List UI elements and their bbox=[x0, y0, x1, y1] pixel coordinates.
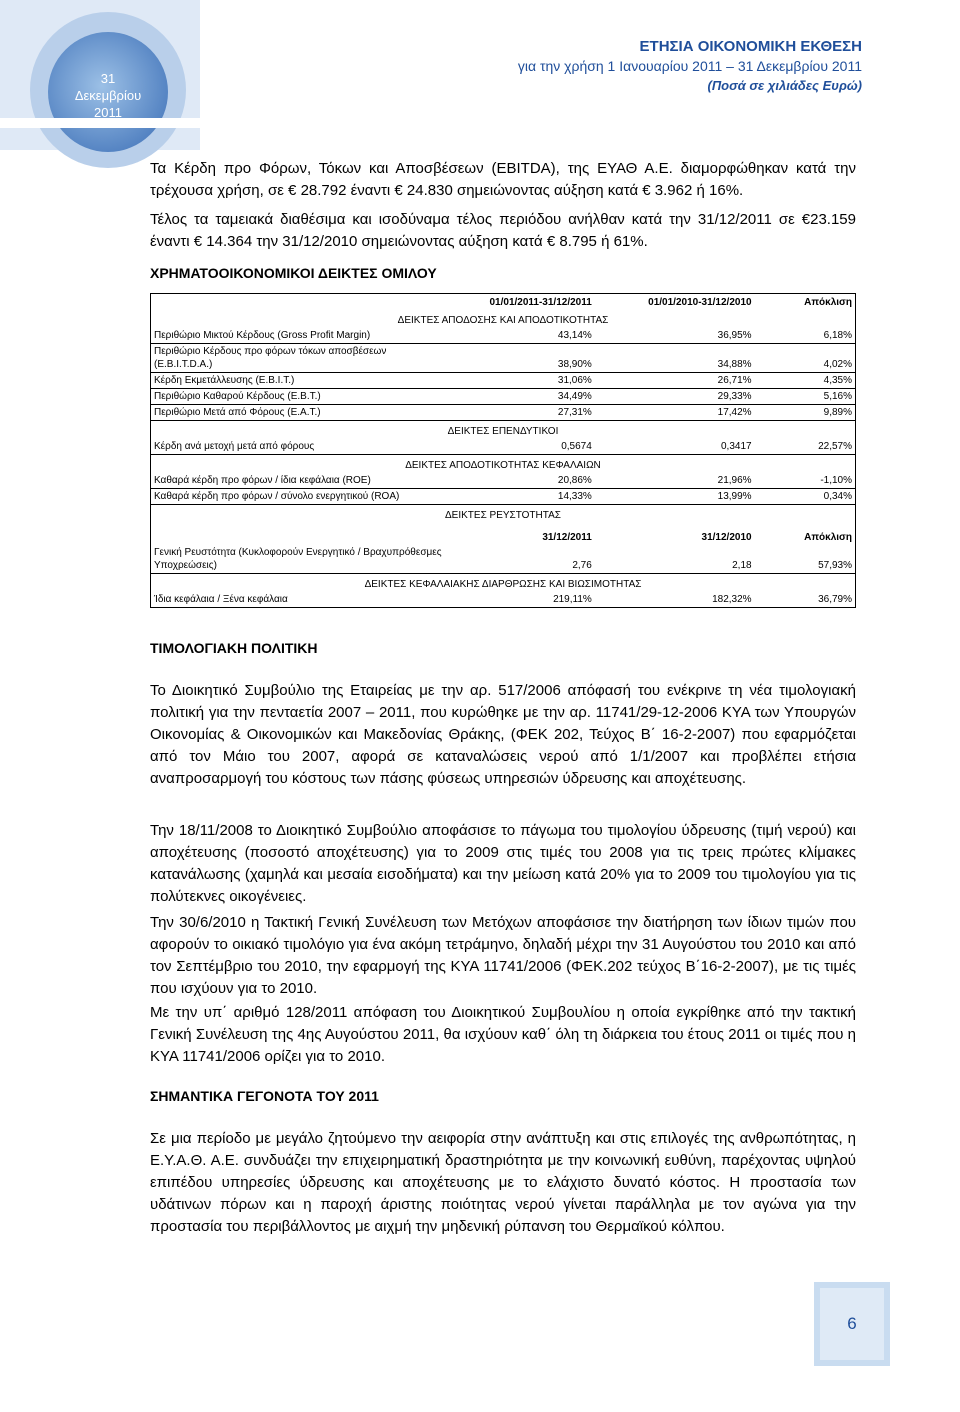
table-header-row bbox=[151, 294, 856, 311]
row-label: Καθαρά κέρδη προ φόρων / σύνολο ενεργητικού (ROA) bbox=[151, 489, 451, 505]
value-2011: 31,06% bbox=[450, 373, 595, 389]
emblem-day: 31 bbox=[100, 71, 116, 86]
row-label: Περιθώριο Κέρδους προ φόρων τόκων αποσβέσεων (E.B.I.T.D.A.) bbox=[151, 344, 451, 373]
table-row bbox=[151, 389, 856, 405]
value-2011: 2,76 bbox=[450, 545, 595, 574]
table-row bbox=[151, 439, 856, 455]
value-2010: 17,42% bbox=[595, 405, 755, 421]
value-2010: 2,18 bbox=[595, 545, 755, 574]
table-row bbox=[151, 473, 856, 489]
value-diff: 57,93% bbox=[755, 545, 856, 574]
report-unit: (Ποσά σε χιλιάδες Ευρώ) bbox=[707, 78, 862, 93]
table-header-cell bbox=[151, 523, 451, 545]
value-2011: 219,11% bbox=[450, 592, 595, 608]
page-number: 6 bbox=[847, 1314, 857, 1333]
pricing-heading: ΤΙΜΟΛΟΓΙΑΚΗ ΠΟΛΙΤΙΚΗ bbox=[150, 640, 318, 656]
table-row bbox=[151, 545, 856, 574]
table-row bbox=[151, 592, 856, 608]
row-label: Γενική Ρευστότητα (Κυκλοφορούν Ενεργητικό / Βραχυπρόθεσμες Υποχρεώσεις) bbox=[151, 545, 451, 574]
value-diff: 9,89% bbox=[755, 405, 856, 421]
row-label: Ίδια κεφάλαια / Ξένα κεφάλαια bbox=[151, 592, 451, 608]
emblem-month: Δεκεμβρίου bbox=[74, 88, 142, 103]
intro-paragraph-cash: Τέλος τα ταμειακά διαθέσιμα και ισοδύναμα τέλος περιόδου ανήλθαν κατά την 31/12/2011 σε €23.159 έναντι € 14.364 την 31/12/2010 σημειώνοντας αύξηση κατά € 8.795 ή 61%. bbox=[150, 211, 856, 250]
value-2011: 43,14% bbox=[450, 328, 595, 344]
table-header-cell: Απόκλιση bbox=[804, 297, 852, 308]
value-diff: 4,02% bbox=[755, 344, 856, 373]
table-header-cell: Απόκλιση bbox=[804, 532, 852, 543]
value-diff: 5,16% bbox=[755, 389, 856, 405]
value-diff: 22,57% bbox=[755, 439, 856, 455]
table-header-cell: 01/01/2010-31/12/2010 bbox=[648, 297, 752, 308]
row-label: Περιθώριο Καθαρού Κέρδους (E.B.T.) bbox=[151, 389, 451, 405]
row-label: Κέρδη ανά μετοχή μετά από φόρους bbox=[151, 439, 451, 455]
section-title: ΔΕΙΚΤΕΣ ΑΠΟΔΟΤΙΚΟΤΗΤΑΣ ΚΕΦΑΛΑΙΩΝ bbox=[405, 460, 601, 471]
row-label: Περιθώριο Μικτού Κέρδους (Gross Profit Margin) bbox=[151, 328, 451, 344]
value-2011: 20,86% bbox=[450, 473, 595, 489]
emblem-year: 2011 bbox=[94, 105, 122, 120]
table-row bbox=[151, 405, 856, 421]
value-2010: 36,95% bbox=[595, 328, 755, 344]
row-label: Περιθώριο Μετά από Φόρους (E.A.T.) bbox=[151, 405, 451, 421]
table-row bbox=[151, 328, 856, 344]
section-title: ΔΕΙΚΤΕΣ ΡΕΥΣΤΟΤΗΤΑΣ bbox=[445, 510, 561, 521]
value-diff: 0,34% bbox=[755, 489, 856, 505]
section-title: ΔΕΙΚΤΕΣ ΕΠΕΝΔΥΤΙΚΟΙ bbox=[447, 426, 559, 437]
pricing-paragraph-4: Με την υπ΄ αριθμό 128/2011 απόφαση του Διοικητικού Συμβουλίου η οποία εγκρίθηκε από την τακτική Γενική Συνέλευση της 4ης Αυγούστου 2011, θα ισχύουν καθ΄ όλη τη διάρκεια του έτους 2011 οι τιμές που η ΚΥΑ 11741/2006 ορίζει για το 2010. bbox=[150, 1004, 856, 1065]
table-row bbox=[151, 373, 856, 389]
value-2010: 13,99% bbox=[595, 489, 755, 505]
value-diff: 36,79% bbox=[755, 592, 856, 608]
liquidity-header-row bbox=[151, 523, 856, 545]
report-period: για την χρήση 1 Ιανουαρίου 2011 – 31 Δεκεμβρίου 2011 bbox=[517, 58, 862, 74]
value-diff: 4,35% bbox=[755, 373, 856, 389]
financial-ratios-table bbox=[150, 293, 856, 608]
value-2011: 34,49% bbox=[450, 389, 595, 405]
table-header-cell bbox=[151, 294, 451, 311]
table-header-cell: 31/12/2010 bbox=[701, 532, 752, 543]
report-title: ΕΤΗΣΙΑ ΟΙΚΟΝΟΜΙΚΗ ΕΚΘΕΣΗ bbox=[639, 38, 862, 55]
table-row bbox=[151, 344, 856, 373]
value-2010: 21,96% bbox=[595, 473, 755, 489]
value-2011: 14,33% bbox=[450, 489, 595, 505]
value-2010: 182,32% bbox=[595, 592, 755, 608]
value-2011: 0,5674 bbox=[450, 439, 595, 455]
value-2010: 26,71% bbox=[595, 373, 755, 389]
table-header-cell: 01/01/2011-31/12/2011 bbox=[489, 297, 592, 308]
value-2011: 38,90% bbox=[450, 344, 595, 373]
intro-paragraph-ebitda: Τα Κέρδη προ Φόρων, Τόκων και Αποσβέσεων (EBITDA), της ΕΥΑΘ Α.Ε. διαμορφώθηκαν κατά την τρέχουσα χρήση, σε € 28.792 έναντι € 24.830 σημειώνοντας αύξηση κατά € 3.962 ή 16%. bbox=[150, 160, 856, 199]
pricing-paragraph-3: Την 30/6/2010 η Τακτική Γενική Συνέλευση των Μετόχων αποφάσισε την διατήρηση των ίδιων τιμών που αφορούν το οικιακό τιμολόγιο για ένα ακόμη τετράμηνο, δηλαδή μέχρι την 31 Αυγούστου του 2010 και από τον Σεπτέμβριο του 2010, την εφαρμογή της ΚΥΑ 11741/2006 (ΦΕΚ.202 τεύχος Β΄16-2-2007), με τις τιμές που ισχύουν για το 2010. bbox=[150, 914, 856, 997]
events-paragraph: Σε μια περίοδο με μεγάλο ζητούμενο την αειφορία στην ανάπτυξη και στις επιλογές της ανθρωπότητας, η Ε.Υ.Α.Θ. Α.Ε. συνδυάζει την επιχειρηματική δραστηριότητα με την κοινωνική ευθύνη, παρέχοντας υψηλού επιπέδου υπηρεσίες ύδρευσης και αποχέτευσης με το ελάχιστο δυνατό κόστος. Η προστασία των υδάτινων πόρων και η παροχή άριστης ποιότητας νερού γίνεται παράλληλα με τον αγώνα για την προστασία του περιβάλλοντος με αιχμή την μηδενική ρύπανση του Θερμαϊκού κόλπου. bbox=[150, 1130, 856, 1235]
value-diff: 6,18% bbox=[755, 328, 856, 344]
value-2010: 29,33% bbox=[595, 389, 755, 405]
value-2011: 27,31% bbox=[450, 405, 595, 421]
row-label: Κέρδη Εκμετάλλευσης (E.B.I.T.) bbox=[151, 373, 451, 389]
row-label: Καθαρά κέρδη προ φόρων / ίδια κεφάλαια (ROE) bbox=[151, 473, 451, 489]
value-diff: -1,10% bbox=[755, 473, 856, 489]
table-header-cell: 31/12/2011 bbox=[542, 532, 592, 543]
section-title: ΔΕΙΚΤΕΣ ΑΠΟΔΟΣΗΣ ΚΑΙ ΑΠΟΔΟΤΙΚΟΤΗΤΑΣ bbox=[397, 315, 609, 326]
section-title: ΔΕΙΚΤΕΣ ΚΕΦΑΛΑΙΑΚΗΣ ΔΙΑΡΘΡΩΣΗΣ ΚΑΙ ΒΙΩΣΙΜΟΤΗΤΑΣ bbox=[364, 579, 642, 590]
ratios-heading: ΧΡΗΜΑΤΟΟΙΚΟΝΟΜΙΚΟΙ ΔΕΙΚΤΕΣ ΟΜΙΛΟΥ bbox=[150, 265, 437, 281]
pricing-paragraph-1: Το Διοικητικό Συμβούλιο της Εταιρείας με την αρ. 517/2006 απόφασή του ενέκρινε τη νέα τιμολογιακή πολιτική για την πενταετία 2007 – 2011, που κυρώθηκε με την αρ. 11741/29-12-2006 ΚΥΑ των Υπουργών Οικονομίας & Οικονομικών και Μακεδονίας Θράκης, (ΦΕΚ 202, Τεύχος Β΄ 16-2-2007) που εφαρμόζεται από τον Μάιο του 2007, αφορά σε καταναλώσεις νερού από 1/1/2007 και προβλέπει ετήσια αναπροσαρμογή του κόστους των πάσης φύσεως υπηρεσιών ύδρευσης και αποχέτευσης. bbox=[150, 682, 856, 787]
value-2010: 34,88% bbox=[595, 344, 755, 373]
events-heading: ΣΗΜΑΝΤΙΚΑ ΓΕΓΟΝΟΤΑ ΤΟΥ 2011 bbox=[150, 1088, 379, 1104]
table-row bbox=[151, 489, 856, 505]
emblem-date bbox=[58, 70, 158, 121]
value-2010: 0,3417 bbox=[595, 439, 755, 455]
pricing-paragraph-2: Την 18/11/2008 το Διοικητικό Συμβούλιο αποφάσισε το πάγωμα του τιμολογίου ύδρευσης (τιμή νερού) και αποχέτευσης (ποσοστό αποχέτευσης) για το 2009 στις τιμές του 2008 για τις τρεις πρώτες κλίμακες κατανάλωσης (χαμηλά και μεσαία εισοδήματα) και την μείωση κατά 20% για το 2009 του τιμολογίου για τις πολύτεκνες οικογένειες. bbox=[150, 822, 856, 905]
